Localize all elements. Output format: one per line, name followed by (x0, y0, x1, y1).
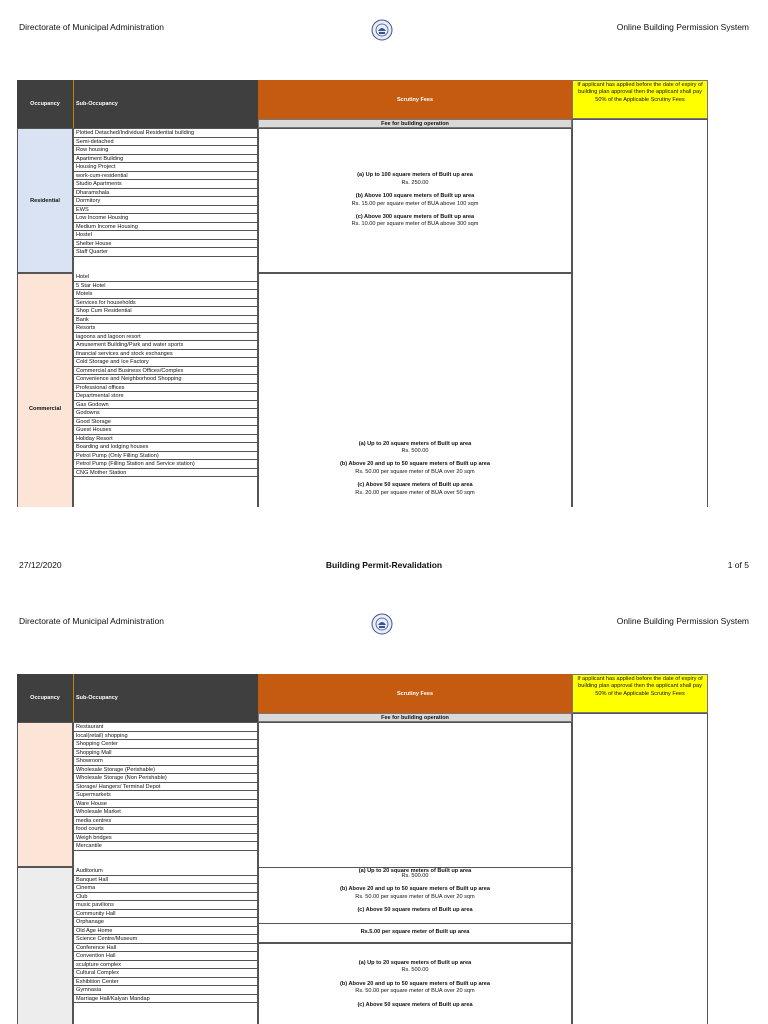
fee-box-assembly-top (258, 867, 572, 923)
list-item: Banquet Hall (74, 876, 257, 885)
list-item: Shop Cum Residential (74, 307, 257, 316)
fee-line: (b) Above 20 and up to 50 square meters of Built up area (340, 461, 490, 468)
list-item: Semi-detached (74, 138, 257, 147)
column-header-scrutiny-fees: Scrutiny Fees (258, 674, 572, 713)
page-header (0, 616, 768, 646)
odisha-emblem-icon (370, 612, 394, 636)
list-item: media centres (74, 817, 257, 826)
list-item: work-cum-residential (74, 172, 257, 181)
list-item: EWS (74, 206, 257, 215)
fee-line: (c) Above 50 square meters of Built up area (357, 1001, 473, 1008)
list-item: Cinema (74, 884, 257, 893)
list-item: Community Hall (74, 910, 257, 919)
footer-title: Building Permit-Revalidation (325, 560, 443, 570)
fee-line: (b) Above 20 and up to 50 square meters of Built up area (340, 886, 490, 893)
list-item: Gymnasia (74, 986, 257, 995)
footer-page-number: 1 of 5 (727, 560, 749, 570)
list-item: Conference Hall (74, 944, 257, 953)
sub-occupancy-list-commercial (73, 273, 258, 507)
list-item: Studio Apartments (74, 180, 257, 189)
fee-line: Rs. 500.00 (401, 967, 429, 974)
fee-line: (a) Up to 20 square meters of Built up area (358, 960, 472, 966)
list-item: Marriage Hall/Kalyan Mandap (74, 995, 257, 1004)
occupancy-assembly (17, 867, 73, 1024)
column-subheader-fee-operation: Fee for building operation (258, 119, 572, 128)
list-item: Bank (74, 316, 257, 325)
list-item: Club (74, 893, 257, 902)
list-item: Motels (74, 290, 257, 299)
fee-line: Rs. 50.00 per square meter of BUA over 20 sqm (355, 893, 475, 900)
list-item: Low Income Housing (74, 214, 257, 223)
sub-occupancy-list-residential (73, 128, 258, 273)
list-item: Dharamshala (74, 189, 257, 198)
list-item: CNG Mother Station (74, 469, 257, 478)
list-item: Restaurant (74, 723, 257, 732)
list-item: local(retail) shopping (74, 732, 257, 741)
column-header-occupancy: Occupancy (17, 80, 73, 128)
list-item: Showroom (74, 757, 257, 766)
fee-line: (c) Above 50 square meters of Built up area (357, 482, 473, 489)
list-item: Staff Quarter (74, 248, 257, 257)
list-item: Convention Hall (74, 952, 257, 961)
list-item: Resorts (74, 324, 257, 333)
list-item: sculpture complex (74, 961, 257, 970)
list-item: Holiday Resort (74, 435, 257, 444)
fee-line: Rs. 500.00 (401, 447, 429, 454)
fee-line: Rs. 250.00 (401, 179, 429, 186)
sub-occupancy-list-assembly (73, 867, 258, 1024)
list-item: Gas Godown (74, 401, 257, 410)
note-column-body (572, 713, 708, 1024)
note-column-body (572, 119, 708, 507)
list-item: Exhibition Center (74, 978, 257, 987)
header-left-text: Directorate of Municipal Administration (19, 616, 165, 626)
list-item: Row housing (74, 146, 257, 155)
fee-box-commercial (258, 273, 572, 507)
list-item: Services for households (74, 299, 257, 308)
list-item: Boarding and lodging houses (74, 443, 257, 452)
list-item: Shopping Center (74, 740, 257, 749)
list-item: Housing Project (74, 163, 257, 172)
column-header-scrutiny-fees: Scrutiny Fees (258, 80, 572, 119)
list-item: Hotel (74, 273, 257, 282)
list-item: Apartment Building (74, 155, 257, 164)
list-item: Old Age Home (74, 927, 257, 936)
fee-line: Rs.5.00 per square meter of Built up area (360, 929, 470, 936)
table-header (17, 674, 708, 722)
list-item: Petrol Pump (Filling Station and Service station) (74, 460, 257, 469)
list-item: Convenience and Neighborhood Shopping (74, 375, 257, 384)
column-subheader-fee-operation: Fee for building operation (258, 713, 572, 722)
fee-box-assembly-mid (258, 923, 572, 943)
fee-line: Rs. 50.00 per square meter of BUA over 20 sqm (355, 468, 475, 475)
table-header (17, 80, 708, 128)
list-item: Petrol Pump (Only Filling Station) (74, 452, 257, 461)
list-item: music pavilions (74, 901, 257, 910)
fee-line: Rs. 15.00 per square meter of BUA above 100 sqm (351, 200, 479, 207)
list-item: food courts (74, 825, 257, 834)
list-item: 5 Star Hotel (74, 282, 257, 291)
list-item: Shopping Mall (74, 749, 257, 758)
list-item: Cultural Complex (74, 969, 257, 978)
fee-table-page-1 (17, 80, 708, 507)
fee-table-page-2 (17, 674, 708, 1024)
fee-line: (b) Above 100 square meters of Built up area (355, 193, 475, 200)
fee-line: Rs. 50.00 per square meter of BUA over 20 sqm (355, 988, 475, 995)
list-item: Auditorium (74, 867, 257, 876)
odisha-emblem-icon (370, 18, 394, 42)
page-header (0, 22, 768, 52)
fee-box-assembly-bottom (258, 943, 572, 1024)
occupancy-commercial-cont (17, 722, 73, 867)
list-item: Medium Income Housing (74, 223, 257, 232)
list-item: Science Centre/Museum (74, 935, 257, 944)
fee-line: Rs. 20.00 per square meter of BUA over 50 sqm (355, 489, 475, 496)
list-item: Ware House (74, 800, 257, 809)
fee-line: (c) Above 300 square meters of Built up area (355, 213, 475, 220)
list-item: lagoons and lagoon resort (74, 333, 257, 342)
fee-line: (b) Above 20 and up to 50 square meters of Built up area (340, 980, 490, 987)
list-item: Good Storage (74, 418, 257, 427)
fee-line: (c) Above 50 square meters of Built up area (357, 907, 473, 913)
list-item: Godowns (74, 409, 257, 418)
list-item: Professional offices (74, 384, 257, 393)
fee-line: Rs. 10.00 per square meter of BUA above 300 sqm (351, 221, 479, 228)
column-header-note: If applicant has applied before the date of expiry of building plan approval then the applicant shall pay 50% of the Applicable Scrutiny Fees (572, 80, 708, 119)
list-item: Supermarkets (74, 791, 257, 800)
occupancy-residential: Residential (17, 128, 73, 273)
header-right-text: Online Building Permission System (616, 22, 749, 32)
header-left-text: Directorate of Municipal Administration (19, 22, 165, 32)
list-item: Amusement Building/Park and water sports (74, 341, 257, 350)
list-item: Commercial and Business Offices/Complex (74, 367, 257, 376)
list-item: Orphanage (74, 918, 257, 927)
column-header-sub-occupancy: Sub-Occupancy (73, 674, 258, 722)
column-header-occupancy: Occupancy (17, 674, 73, 722)
sub-occupancy-list-commercial-cont (73, 722, 258, 867)
fee-line: Rs. 500.00 (401, 873, 429, 879)
column-header-note: If applicant has applied before the date of expiry of building plan approval then the applicant shall pay 50% of the Applicable Scrutiny Fees (572, 674, 708, 713)
list-item: Dormitory (74, 197, 257, 206)
list-item: Shelter House (74, 240, 257, 249)
header-right-text: Online Building Permission System (616, 616, 749, 626)
list-item: Wholesale Storage (Perishable) (74, 766, 257, 775)
fee-line: (a) Up to 100 square meters of Built up area (357, 172, 473, 179)
list-item: Mercantile (74, 842, 257, 851)
fee-box-residential (258, 128, 572, 273)
occupancy-commercial: Commercial (17, 273, 73, 507)
list-item: Cold Storage and Ice Factory (74, 358, 257, 367)
fee-line: (a) Up to 20 square meters of Built up area (358, 440, 472, 447)
list-item: Guest Houses (74, 426, 257, 435)
footer-date: 27/12/2020 (19, 560, 62, 570)
list-item: Storage/ Hangers/ Terminal Depot (74, 783, 257, 792)
fee-line: (a) Up to 20 square meters of Built up area (358, 868, 472, 873)
list-item: Plotted Detached/Individual Residential building (74, 129, 257, 138)
list-item: Wholesale Market (74, 808, 257, 817)
list-item: Departmental store (74, 392, 257, 401)
list-item: Weigh bridges (74, 834, 257, 843)
list-item: Wholesale Storage (Non Perishable) (74, 774, 257, 783)
list-item: financial services and stock exchanges (74, 350, 257, 359)
list-item: Hostel (74, 231, 257, 240)
fee-box-commercial-cont (258, 722, 572, 867)
column-header-sub-occupancy: Sub-Occupancy (73, 80, 258, 128)
